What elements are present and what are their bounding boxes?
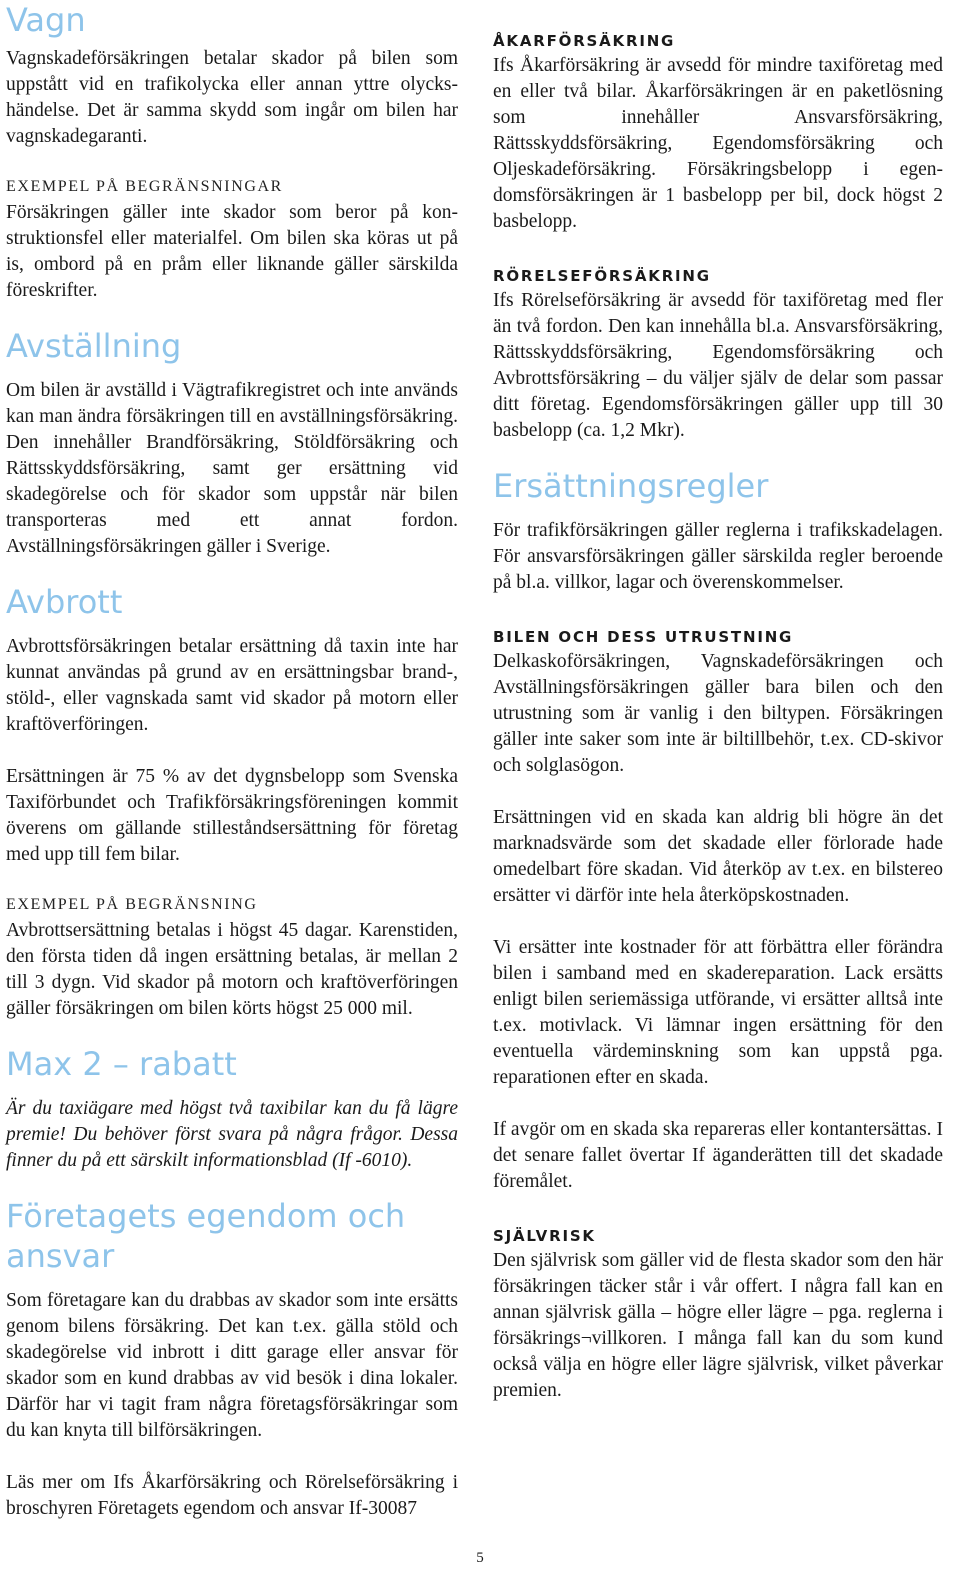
heading-sjalvrisk: SJÄLVRISK (493, 1227, 596, 1245)
heading-rorelseforsakring: RÖRELSEFÖRSÄKRING (493, 267, 711, 285)
heading-foretagets-egendom: Företagets egendom och ansvar (6, 1197, 406, 1275)
page-number: 5 (476, 1550, 484, 1566)
vagn-example-heading: EXEMPEL PÅ BEGRÄNSNINGAR (6, 178, 283, 195)
avbrott-paragraph-1: Avbrottsförsäkringen betalar ersättning då taxin inte har kunnat användas på grund av en ersättningsbar brand-, stöld-, eller vagnskada samt vid skador på motorn eller kraftöverföringen. (6, 636, 458, 735)
avbrott-paragraph-3: Avbrottsersättning betalas i högst 45 dagar. Karenstiden, den första tiden då ingen ersättning betalas, är mellan 2 till 3 dygn. Vid skador på motorn och kraftöverföringen gäller försäkringen om bilen körts högst 25 000 mil. (6, 920, 458, 1019)
heading-avbrott: Avbrott (6, 583, 123, 621)
bilen-paragraph-3: Vi ersätter inte kostnader för att förbättra eller förändra bilen i samband med en skadereparation. Lack ersätts enligt bilen seriemässiga utförande, vi ersätter alltså inte t.ex. motivlack. Vi lämnar ingen ersättning för den eventuella värdeminskning som kan uppstå pga. reparationen efter en skada. (493, 937, 943, 1088)
heading-vagn: Vagn (6, 1, 86, 39)
foretagets-paragraph-1: Som företagare kan du drabbas av skador som inte ersätts genom bilens försäkring. Det kan t.ex. gälla stöld och skadegörelse vid inbrott i ditt garage eller ansvar för skador som en kund drabbas av vid besök i dina lokaler. Därför har vi tagit fram några företagsförsäkringar som du kan knyta till bilförsäkringen. (6, 1290, 458, 1441)
heading-akarforsakring: ÅKARFÖRSÄKRING (493, 32, 676, 50)
avbrott-example-heading: EXEMPEL PÅ BEGRÄNSNING (6, 896, 258, 913)
heading-bilen-och-dess-utrustning: BILEN OCH DESS UTRUSTNING (493, 628, 794, 646)
heading-ersattningsregler: Ersättningsregler (493, 467, 769, 505)
bilen-paragraph-4: If avgör om en skada ska repareras eller kontantersättas. I det senare fallet övertar If äganderätten till det skadade föremålet. (493, 1119, 943, 1192)
avbrott-paragraph-2: Ersättningen är 75 % av det dygnsbelopp som Svenska Taxiförbundet och Trafikförsäkringsföreningen kommit överens om gällande stilleståndsersättning för företag med upp till fem bilar. (6, 766, 458, 865)
left-column (6, 0, 458, 1522)
rorelse-paragraph: Ifs Rörelseförsäkring är avsedd för taxiföretag med fler än två fordon. Den kan innehålla bl.a. Ansvarsförsäkring, Rättsskyddsförsäkring, Egendomsförsäkring och Avbrottsförsäkring – du väljer själv de delar som passar ditt företag. Egendomsförsäkringen gäller upp till 30 basbelopp (ca. 1,2 Mkr). (493, 290, 943, 441)
vagn-paragraph-2: Försäkringen gäller inte skador som beror på konstruktionsfel eller materialfel. Om bilen ska köras ut på is, ombord på en pråm eller liknande gäller särskilda föreskrifter. (6, 202, 458, 301)
foretagets-paragraph-2: Läs mer om Ifs Åkarförsäkring och Rörelseförsäkring i broschyren Företagets egendom och ansvar If-30087 (6, 1472, 458, 1519)
akar-paragraph: Ifs Åkarförsäkring är avsedd för mindre taxiföretag med en eller två bilar. Åkarförsäkringen är en paketlösning som innehåller Ansvarsförsäkring, Rättsskyddsförsäkring, Egendomsförsäkring och Oljeskadeförsäkring. Försäkringsbelopp i egendomsförsäkringen är 1 basbelopp per bil, dock högst 2 basbelopp. (493, 55, 943, 232)
rabatt-paragraph: Är du taxiägare med högst två taxibilar kan du få lägre premie! Du behöver först svara på några frågor. Dessa finner du på ett särskilt informationsblad (If -6010). (6, 1098, 458, 1171)
vagn-paragraph-1: Vagnskadeförsäkringen betalar skador på bilen som uppstått vid en trafikolycka eller annan yttre olyckshändelse. Det är samma skydd som ingår om bilen har vagnskadegaranti. (6, 48, 458, 147)
right-column (493, 0, 943, 1404)
heading-max-2-rabatt: Max 2 – rabatt (6, 1045, 237, 1083)
sjalvrisk-paragraph: Den självrisk som gäller vid de flesta skador som den här försäkringen täcker står i vår offert. I några fall kan en annan självrisk gälla – högre eller lägre – pga. reglerna i försäkrings¬villkoren. I många fall kan du som kund också välja en högre eller lägre självrisk, vilket påverkar premien. (493, 1250, 943, 1401)
ersattningsregler-paragraph: För trafikförsäkringen gäller reglerna i trafikskadelagen. För ansvarsförsäkringen gäller särskilda regler beroende på bl.a. villkor, lagar och överenskommelser. (493, 520, 943, 593)
heading-avstallning: Avställning (6, 327, 182, 365)
avstallning-paragraph: Om bilen är avställd i Vägtrafikregistret och inte används kan man ändra försäkringen till en avställningsförsäkring. Den innehåller Brandförsäkring, Stöldförsäkring och Rättsskyddsförsäkring, samt ger ersättning vid skadegörelse och för skador som uppstår när bilen transporteras med ett annat fordon. Avställningsförsäkringen gäller i Sverige. (6, 380, 458, 557)
bilen-paragraph-1: Delkaskoförsäkringen, Vagnskadeförsäkringen och Avställningsförsäkringen gäller bara bilen och den utrustning som är vanlig i den biltypen. Försäkringen gäller inte saker som inte är biltillbehör, t.ex. CD-skivor och solglasögon. (493, 651, 943, 776)
bilen-paragraph-2: Ersättningen vid en skada kan aldrig bli högre än det marknadsvärde som det skadade eller förlorade hade omedelbart före skadan. Vid återköp av t.ex. en bilstereo ersätter vi därför inte hela återköpskostnaden. (493, 807, 943, 906)
